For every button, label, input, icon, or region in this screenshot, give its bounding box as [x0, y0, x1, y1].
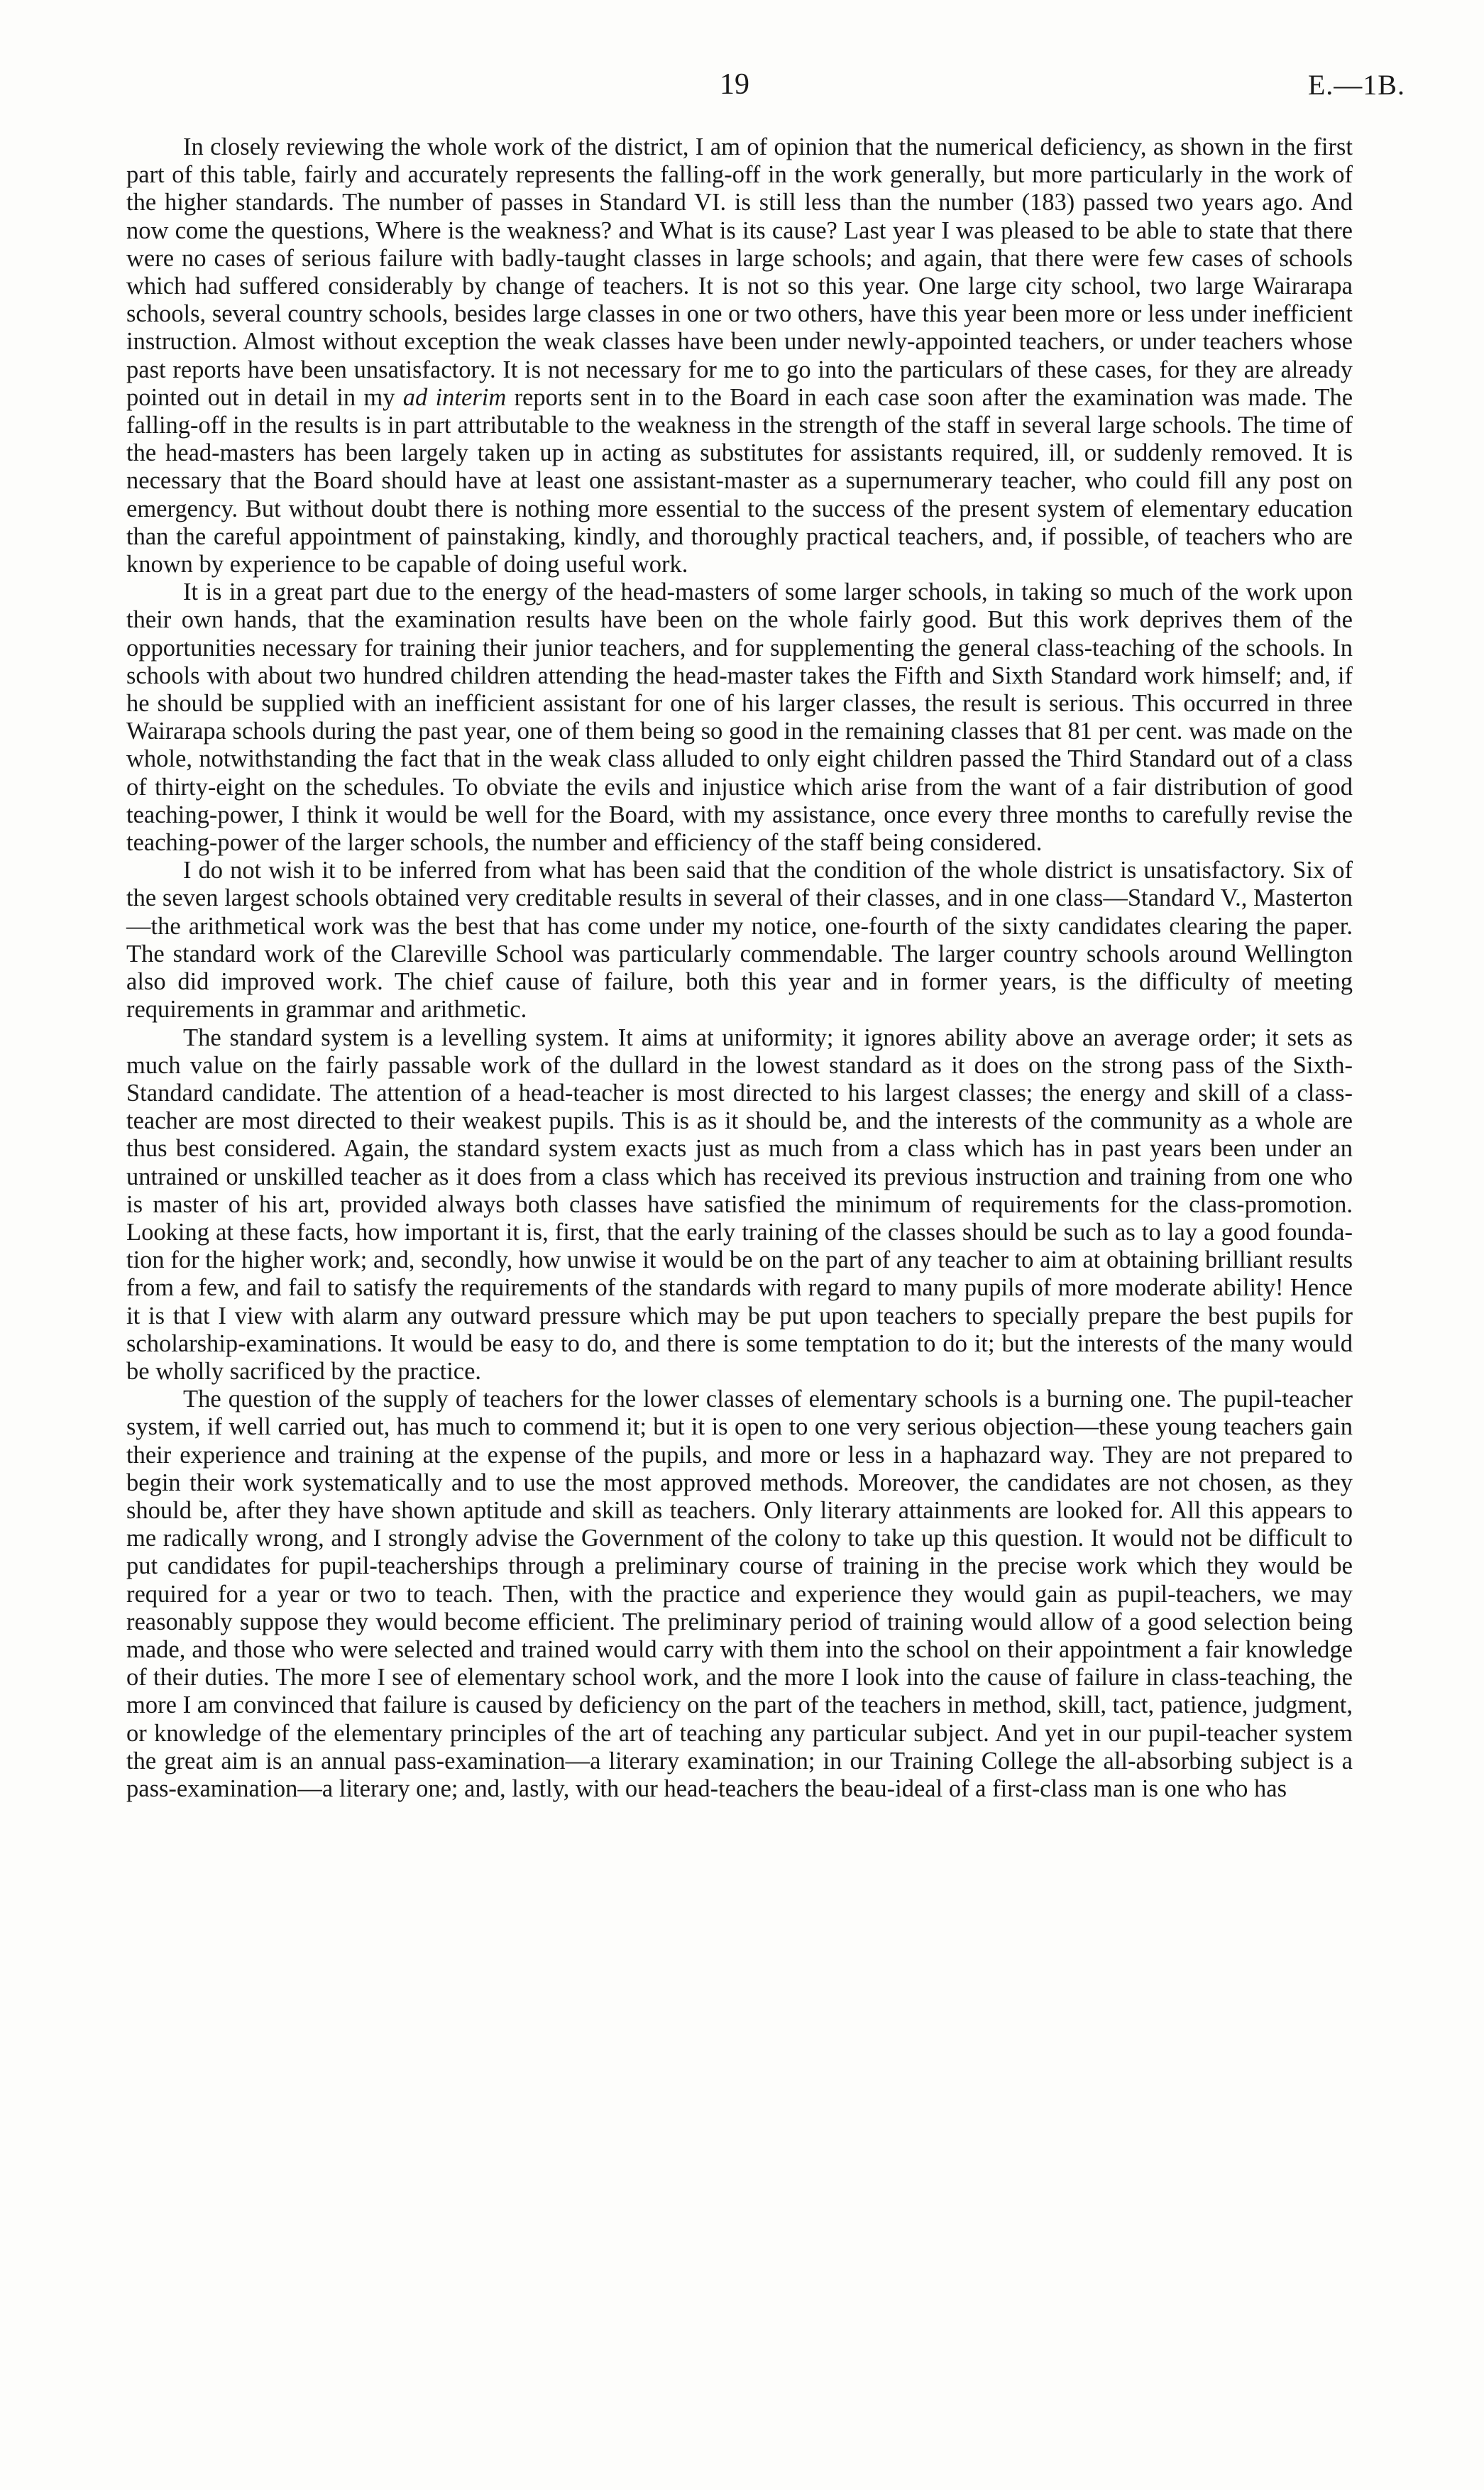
report-body — [126, 133, 1353, 1803]
paragraph-2: It is in a great part due to the energy of the head-masters of some larger schools, in taking so much of the work upon their own hands, that the examination results have been on the whole fairly good. But this work deprives them of the opportunities necessary for training their junior teachers, and for supplementing the general class-teaching of the schools. In schools with about two hundred children attending the head-master takes the Fifth and Sixth Standard work himself; and, if he should be supplied with an inefficient assistant for one of his larger classes, the result is serious. This occurred in three Wairarapa schools during the past year, one of them being so good in the remaining classes that 81 per cent. was made on the whole, notwithstanding the fact that in the weak class alluded to only eight children passed the Third Standard out of a class of thirty-eight on the schedules. To obviate the evils and injustice which arise from the want of a fair distribution of good teaching-power, I think it would be well for the Board, with my assistance, once every three months to carefully revise the teaching-power of the larger schools, the number and efficiency of the staff being considered. — [126, 578, 1353, 857]
paragraph-3: I do not wish it to be inferred from what has been said that the condition of the whole district is unsatisfactory. Six of the seven largest schools obtained very creditable results in several of their classes, and in one class—Standard V., Masterton—the arithmetical work was the best that has come under my notice, one-fourth of the sixty candidates clearing the paper. The standard work of the Clareville School was particularly commendable. The larger country schools around Wellington also did improved work. The chief cause of failure, both this year and in former years, is the difficulty of meeting requirements in grammar and arithmetic. — [126, 857, 1353, 1024]
page-number: 19 — [720, 68, 749, 101]
paragraph-1-text: In closely reviewing the whole work of the district, I am of opinion that the numerical deficiency, as shown in the first part of this table, fairly and accurately represents the falling-off in the work generally, but more particularly in the work of the higher standards. The number of passes in Standard VI. is still less than the number (183) passed two years ago. And now come the questions, Where is the weakness? and What is its cause? Last year I was pleased to be able to state that there were no cases of serious failure with badly-taught classes in large schools; and again, that there were few cases of schools which had suffered considerably by change of teachers. It is not so this year. One large city school, two large Wairarapa schools, several country schools, besides large classes in one or two others, have this year been more or less under inefficient instruction. Almost without exception the weak classes have been under newly-appointed teachers, or under teachers whose past reports have been unsatisfactory. It is not necessary for me to go into the particulars of these cases, for they are already pointed out in detail in my — [126, 133, 1353, 411]
paragraph-1 — [126, 133, 1353, 578]
paragraph-1-continuation: reports sent in to the Board in each case soon after the examination was made. The falling-off in the results is in part attributable to the weakness in the strength of the staff in several large schools. The time of the head-masters has been largely taken up in acting as substitutes for assistants required, ill, or suddenly removed. It is necessary that the Board should have at least one assistant-master as a supernumerary teacher, who could fill any post on emergency. But without doubt there is nothing more essential to the success of the present system of elementary education than the careful appointment of painstaking, kindly, and thoroughly practical teachers, and, if possible, of teachers who are known by experience to be capable of doing useful work. — [126, 383, 1353, 578]
paragraph-4: The standard system is a levelling system. It aims at uniformity; it ignores ability above an average order; it sets as much value on the fairly passable work of the dullard in the lowest standard as it does on the strong pass of the Sixth-Standard candidate. The attention of a head-teacher is most directed to his largest classes; the energy and skill of a class-teacher are most directed to their weakest pupils. This is as it should be, and the interests of the community as a whole are thus best considered. Again, the standard system exacts just as much from a class which has in past years been under an untrained or unskilled teacher as it does from a class which has received its previous instruction and training from one who is master of his art, provided always both classes have satisfied the minimum of requirements for the class-promotion. Looking at these facts, how important it is, first, that the early training of the classes should be such as to lay a good foundation for the higher work; and, secondly, how unwise it would be on the part of any teacher to aim at obtaining brilliant results from a few, and fail to satisfy the requirements of the standards with regard to many pupils of more moderate ability! Hence it is that I view with alarm any outward pressure which may be put upon teachers to specially prepare the best pupils for scholarship-examinations. It would be easy to do, and there is some temptation to do it; but the interests of the many would be wholly sacrificed by the practice. — [126, 1024, 1353, 1385]
document-code: E.—1B. — [1307, 69, 1405, 101]
italic-phrase: ad interim — [402, 383, 507, 411]
paragraph-5: The question of the supply of teachers for the lower classes of elementary schools is a burning one. The pupil-teacher system, if well carried out, has much to commend it; but it is open to one very serious objection—these young teachers gain their experience and training at the expense of the pupils, and more or less in a haphazard way. They are not prepared to begin their work systematically and to use the most approved methods. Moreover, the candidates are not chosen, as they should be, after they have shown aptitude and skill as teachers. Only literary attainments are looked for. All this appears to me radically wrong, and I strongly advise the Government of the colony to take up this question. It would not be difficult to put candidates for pupil-teacherships through a preliminary course of training in the precise work which they would be required for a year or two to teach. Then, with the practice and experience they would gain as pupil-teachers, we may reasonably suppose they would become efficient. The preliminary period of training would allow of a good selection being made, and those who were selected and trained would carry with them into the school on their appointment a fair knowledge of their duties. The more I see of elementary school work, and the more I look into the cause of failure in class-teaching, the more I am convinced that failure is caused by deficiency on the part of the teachers in method, skill, tact, patience, judgment, or knowledge of the elementary principles of the art of teaching any particular subject. And yet in our pupil-teacher system the great aim is an annual pass-examination—a literary examination; in our Training College the all-absorbing subject is a pass-examination—a literary one; and, lastly, with our head-teachers the beau-ideal of a first-class man is one who has — [126, 1386, 1353, 1802]
